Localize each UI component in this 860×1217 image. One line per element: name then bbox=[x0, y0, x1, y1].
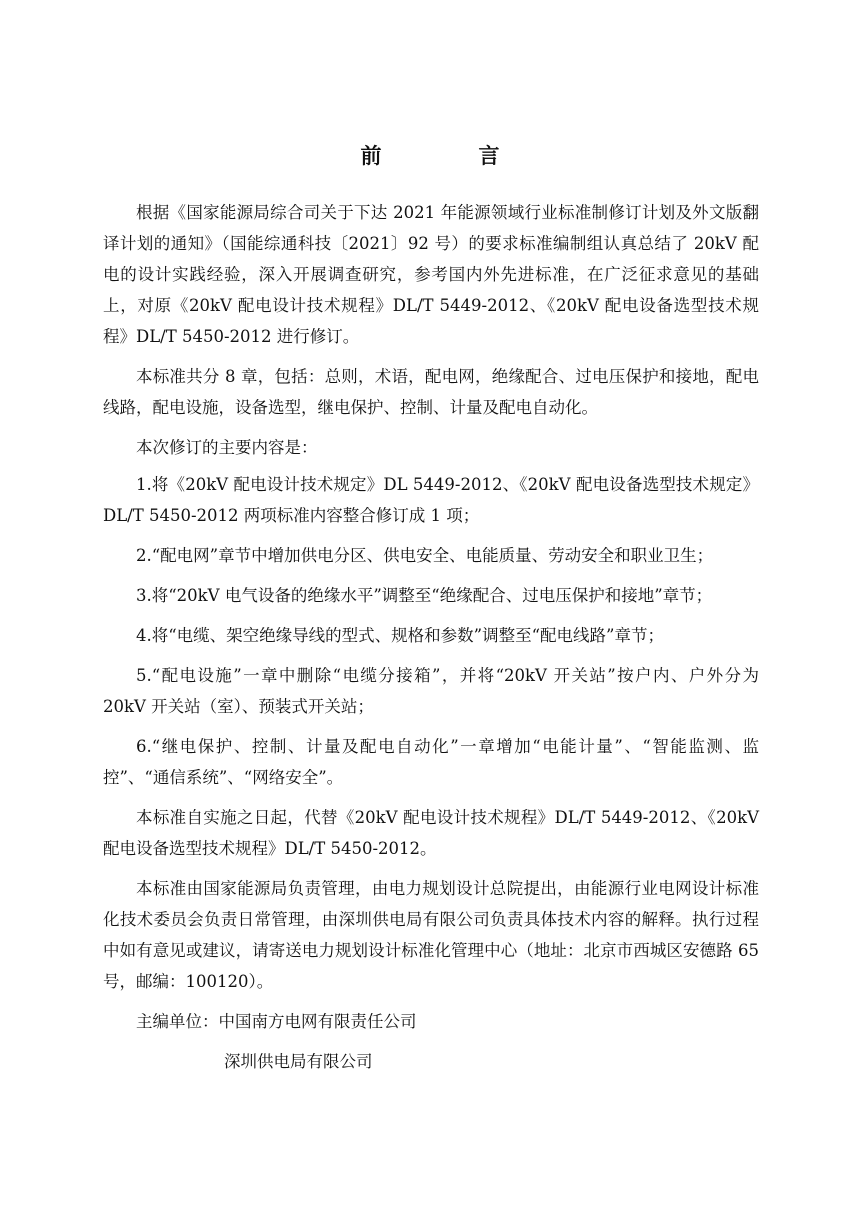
revision-item-4: 4.将“电缆、架空绝缘导线的型式、规格和参数”调整至“配电线路”章节； bbox=[136, 626, 664, 645]
revision-intro: 本次修订的主要内容是： bbox=[136, 438, 318, 457]
chief-editor-unit-second: 深圳供电局有限公司 bbox=[224, 1052, 373, 1071]
chief-editor-unit: 主编单位：中国南方电网有限责任公司 bbox=[136, 1012, 417, 1031]
page-title: 前 言 bbox=[360, 143, 538, 168]
basis-paragraph: 根据《国家能源局综合司关于下达 2021 年能源领域行业标准制修订计划及外文版翻译计划的通知》（国能综通科技〔2021〕92 号）的要求标准编制组认真总结了 20kV 配电的设计实践经验，深入开展调查研究，参考国内外先进标准，在广泛征求意见的基础上，对原《20kV 配电设计技术规程》DL/T 5449-2012、《20kV 配电设备选型技术规程》DL/T 5450-2012 进行修订。 bbox=[103, 203, 759, 346]
replacement-paragraph: 本标准自实施之日起，代替《20kV 配电设计技术规程》DL/T 5449-2012、《20kV 配电设备选型技术规程》DL/T 5450-2012。 bbox=[103, 808, 759, 858]
management-paragraph: 本标准由国家能源局负责管理，由电力规划设计总院提出，由能源行业电网设计标准化技术委员会负责日常管理，由深圳供电局有限公司负责具体技术内容的解释。执行过程中如有意见或建议，请寄送电力规划设计标准化管理中心（地址：北京市西城区安德路 65 号，邮编：100120）。 bbox=[103, 879, 759, 991]
revision-item-5: 5.“配电设施”一章中删除“电缆分接箱”，并将“20kV 开关站”按户内、户外分为 20kV 开关站（室）、预装式开关站； bbox=[103, 666, 759, 716]
chapters-paragraph: 本标准共分 8 章，包括：总则，术语，配电网，绝缘配合、过电压保护和接地，配电线路，配电设施，设备选型，继电保护、控制、计量及配电自动化。 bbox=[103, 367, 759, 417]
revision-item-1: 1.将《20kV 配电设计技术规定》DL 5449-2012、《20kV 配电设备选型技术规定》DL/T 5450-2012 两项标准内容整合修订成 1 项； bbox=[103, 475, 759, 525]
preface-body bbox=[103, 197, 759, 1077]
revision-item-3: 3.将“20kV 电气设备的绝缘水平”调整至“绝缘配合、过电压保护和接地”章节； bbox=[136, 586, 713, 605]
revision-item-6: 6.“继电保护、控制、计量及配电自动化”一章增加“电能计量”、“智能监测、监控”、“通信系统”、“网络安全”。 bbox=[103, 737, 759, 787]
revision-item-2: 2.“配电网”章节中增加供电分区、供电安全、电能质量、劳动安全和职业卫生； bbox=[136, 546, 714, 565]
